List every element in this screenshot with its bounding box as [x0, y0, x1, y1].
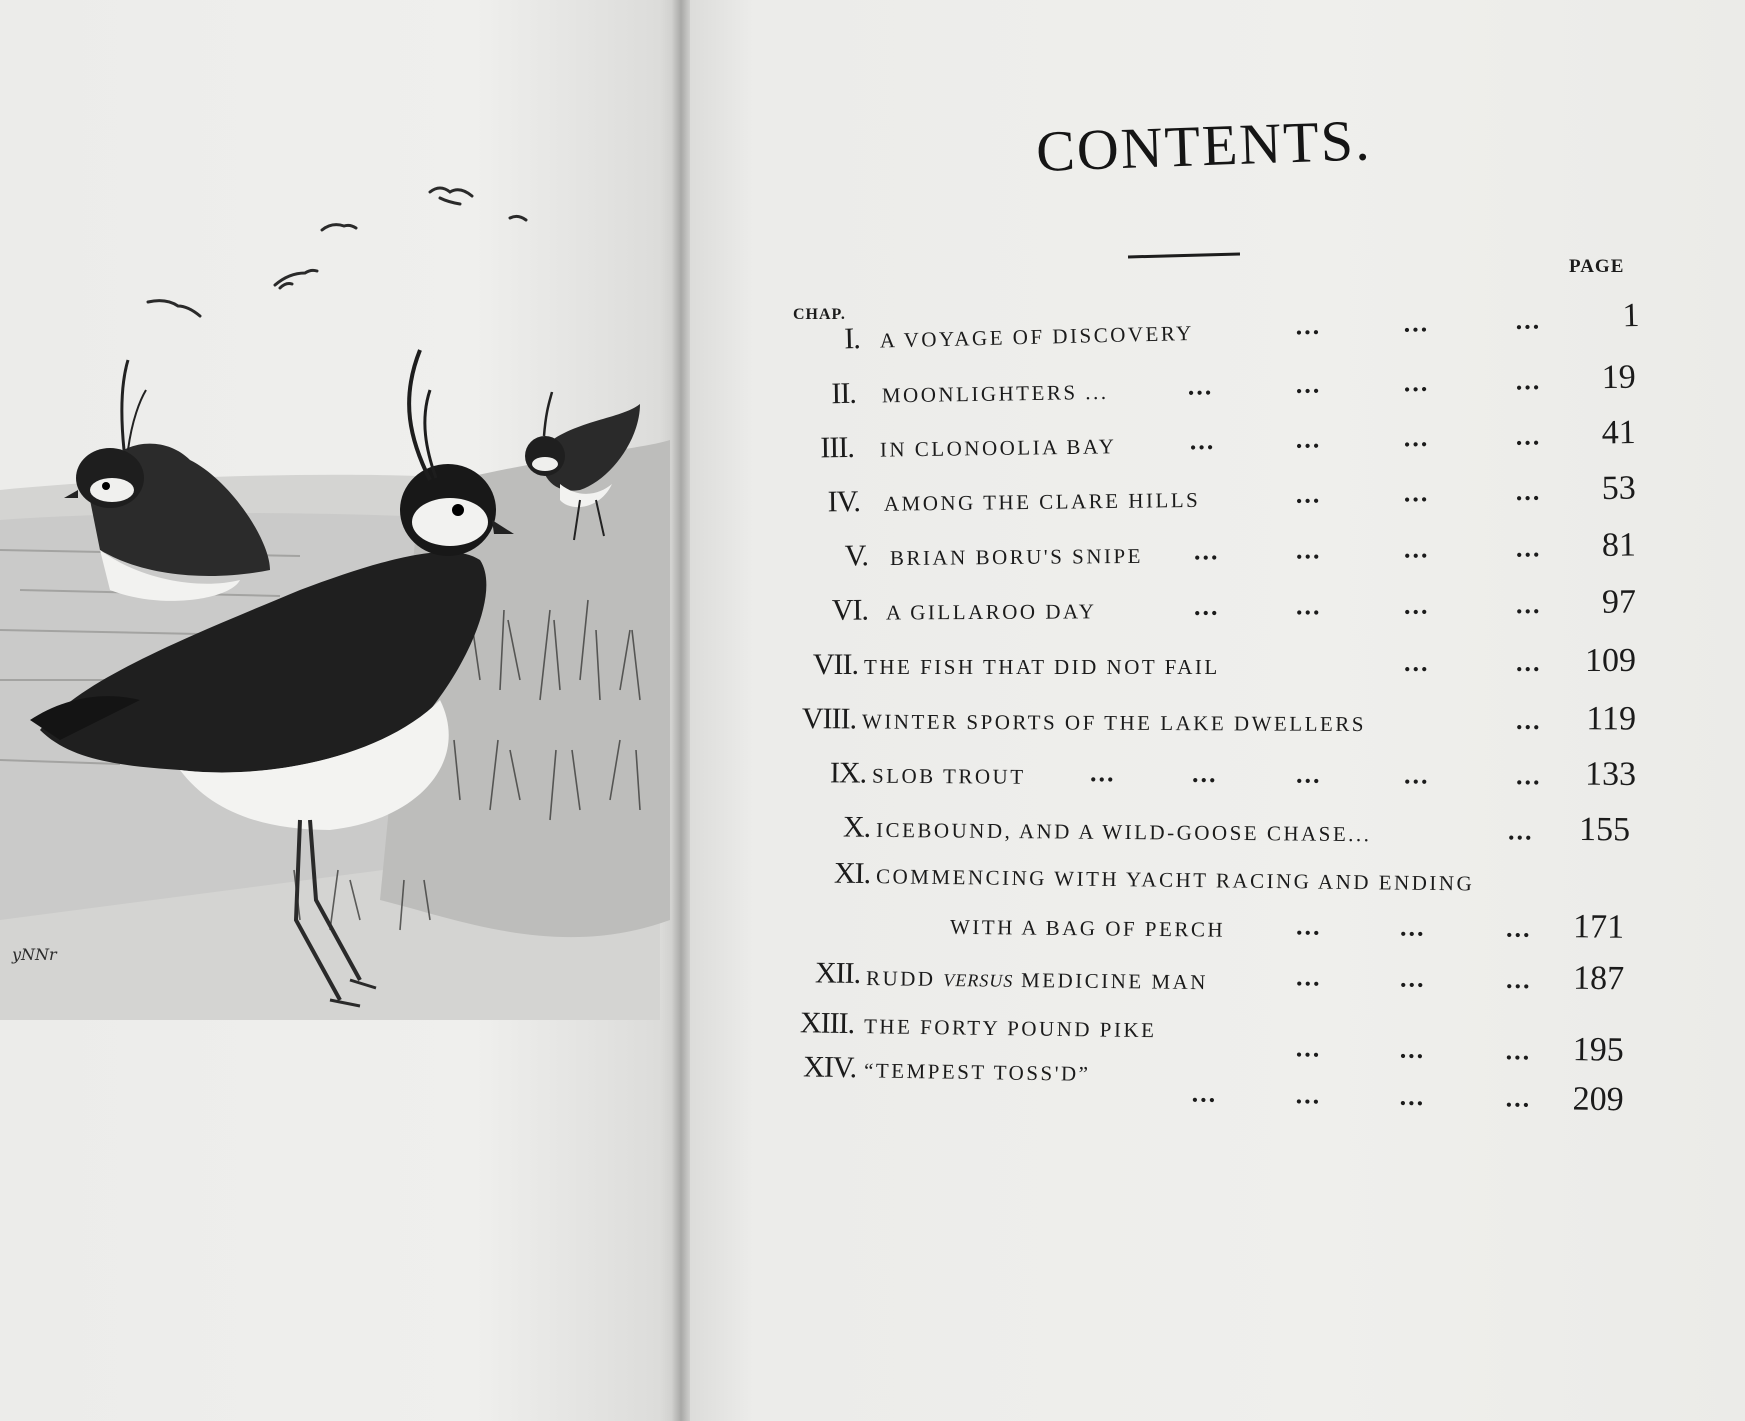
- dot-leader: ...: [1403, 478, 1430, 508]
- dot-leader: ...: [1399, 963, 1426, 993]
- chapter-number: IX.: [829, 756, 867, 790]
- page-number: 53: [1601, 469, 1637, 507]
- dot-leader: ...: [1505, 913, 1532, 943]
- chapter-title: THE FISH THAT DID NOT FAIL: [864, 655, 1220, 679]
- chapter-number: I.: [843, 322, 861, 356]
- chapter-title-part: RUDD: [865, 966, 936, 991]
- dot-leader: ...: [1295, 369, 1322, 399]
- chapter-number: X.: [842, 810, 871, 844]
- dot-leader: ...: [1295, 310, 1322, 341]
- dot-leader: ...: [1193, 591, 1220, 621]
- chapter-number: VIII.: [801, 702, 857, 736]
- page-number: 81: [1601, 526, 1637, 564]
- chapter-title: IN CLONOOLIA BAY: [879, 434, 1117, 462]
- chapter-number: II.: [831, 376, 857, 411]
- page-number: 109: [1585, 642, 1636, 679]
- toc-row: [780, 583, 1640, 644]
- book-gutter: [672, 0, 692, 1421]
- chapter-number: VI.: [831, 593, 869, 627]
- dot-leader: ...: [1515, 305, 1542, 336]
- chapter-title: ICEBOUND, AND A WILD-GOOSE CHASE...: [875, 817, 1372, 847]
- chapter-number: XI.: [833, 856, 871, 891]
- dot-leader: ...: [1295, 1080, 1322, 1110]
- page-number: 97: [1601, 583, 1637, 621]
- chapter-title-continuation: WITH A BAG OF PERCH: [949, 914, 1226, 942]
- lapwing-illustration: [0, 160, 670, 1020]
- dot-leader: ...: [1295, 759, 1322, 789]
- dot-leader: ...: [1505, 1083, 1532, 1113]
- chapter-title: [866, 964, 1208, 996]
- toc-row: [780, 702, 1640, 757]
- dot-leader: ...: [1515, 366, 1542, 396]
- toc-row: [780, 469, 1641, 536]
- dot-leader: ...: [1403, 534, 1430, 564]
- flying-birds: [148, 188, 526, 316]
- chapter-title: “TEMPEST TOSS'D”: [863, 1058, 1091, 1086]
- dot-leader: ...: [1505, 1036, 1532, 1066]
- dot-leader: ...: [1399, 1034, 1426, 1065]
- dot-leader: ...: [1507, 816, 1534, 846]
- page-number: 19: [1601, 358, 1636, 397]
- toc-row-continuation: [780, 906, 1640, 965]
- chapter-number: V.: [844, 539, 869, 573]
- chapter-title-italic: versus: [943, 964, 1014, 993]
- dot-leader: ...: [1295, 911, 1322, 941]
- page-column-header: PAGE: [1569, 256, 1625, 277]
- chapter-title: A GILLAROO DAY: [885, 599, 1097, 625]
- chapter-title-part: MEDICINE MAN: [1020, 967, 1209, 995]
- dot-leader: ...: [1295, 591, 1322, 621]
- dot-leader: ...: [1403, 367, 1430, 398]
- dot-leader: ...: [1515, 761, 1542, 791]
- dot-leader: ...: [1295, 1033, 1322, 1063]
- artist-signature: yNNr: [12, 945, 57, 964]
- dot-leader: ...: [1516, 648, 1542, 677]
- chapter-title: COMMENCING WITH YACHT RACING AND ENDING: [875, 864, 1475, 896]
- page-number: 155: [1578, 810, 1631, 849]
- dot-leader: ...: [1505, 964, 1532, 995]
- page-number: 119: [1586, 700, 1637, 738]
- dot-leader: ...: [1187, 371, 1214, 401]
- page-number: 195: [1572, 1031, 1625, 1069]
- dot-leader: ...: [1089, 758, 1116, 788]
- chapter-title: SLOB TROUT: [871, 763, 1026, 789]
- chapter-title: BRIAN BORU'S SNIPE: [889, 543, 1144, 571]
- chapter-title: A VOYAGE OF DISCOVERY: [879, 320, 1195, 353]
- chapter-title: AMONG THE CLARE HILLS: [883, 487, 1201, 516]
- toc-row: [780, 642, 1640, 698]
- chapter-number: XIII.: [799, 1006, 855, 1041]
- chapter-number: IV.: [827, 485, 861, 519]
- dot-leader: ...: [1295, 479, 1322, 509]
- contents-title: CONTENTS.: [1035, 107, 1373, 184]
- page-number: 41: [1601, 414, 1637, 452]
- page-number: 171: [1572, 908, 1625, 946]
- chapter-number: XII.: [814, 956, 861, 990]
- dot-leader: ...: [1295, 424, 1322, 454]
- dot-leader: ...: [1399, 912, 1426, 942]
- chapter-title: THE FORTY POUND PIKE: [863, 1014, 1157, 1043]
- chapter-column-header: CHAP.: [793, 306, 846, 323]
- chapter-title: WINTER SPORTS OF THE LAKE DWELLERS: [861, 709, 1367, 737]
- dot-leader: ...: [1515, 476, 1542, 507]
- dot-leader: ...: [1403, 590, 1430, 620]
- dot-leader: ...: [1515, 421, 1542, 451]
- dot-leader: ...: [1404, 648, 1430, 677]
- dot-leader: ...: [1515, 705, 1542, 735]
- left-page: [0, 0, 680, 1421]
- page-number: 1: [1621, 296, 1640, 335]
- chapter-number: III.: [820, 430, 855, 465]
- chapter-title: MOONLIGHTERS ...: [881, 379, 1109, 408]
- dot-leader: ...: [1295, 535, 1322, 565]
- dot-leader: ...: [1295, 962, 1322, 992]
- dot-leader: ...: [1403, 760, 1430, 790]
- dot-leader: ...: [1191, 758, 1218, 789]
- dot-leader: ...: [1515, 533, 1542, 563]
- page-number: 133: [1584, 755, 1637, 793]
- dot-leader: ...: [1403, 308, 1430, 338]
- dot-leader: ...: [1191, 1078, 1218, 1108]
- toc-row: [780, 526, 1640, 590]
- page-number: 187: [1572, 959, 1625, 998]
- chapter-number: XIV.: [802, 1050, 857, 1085]
- dot-leader: ...: [1193, 536, 1220, 566]
- dot-leader: ...: [1403, 422, 1430, 453]
- toc-row: [780, 756, 1640, 812]
- dot-leader: ...: [1515, 590, 1542, 620]
- page-number: 209: [1572, 1080, 1625, 1119]
- dot-leader: ...: [1189, 425, 1216, 456]
- dot-leader: ...: [1399, 1081, 1426, 1112]
- chapter-number: VII.: [812, 648, 858, 681]
